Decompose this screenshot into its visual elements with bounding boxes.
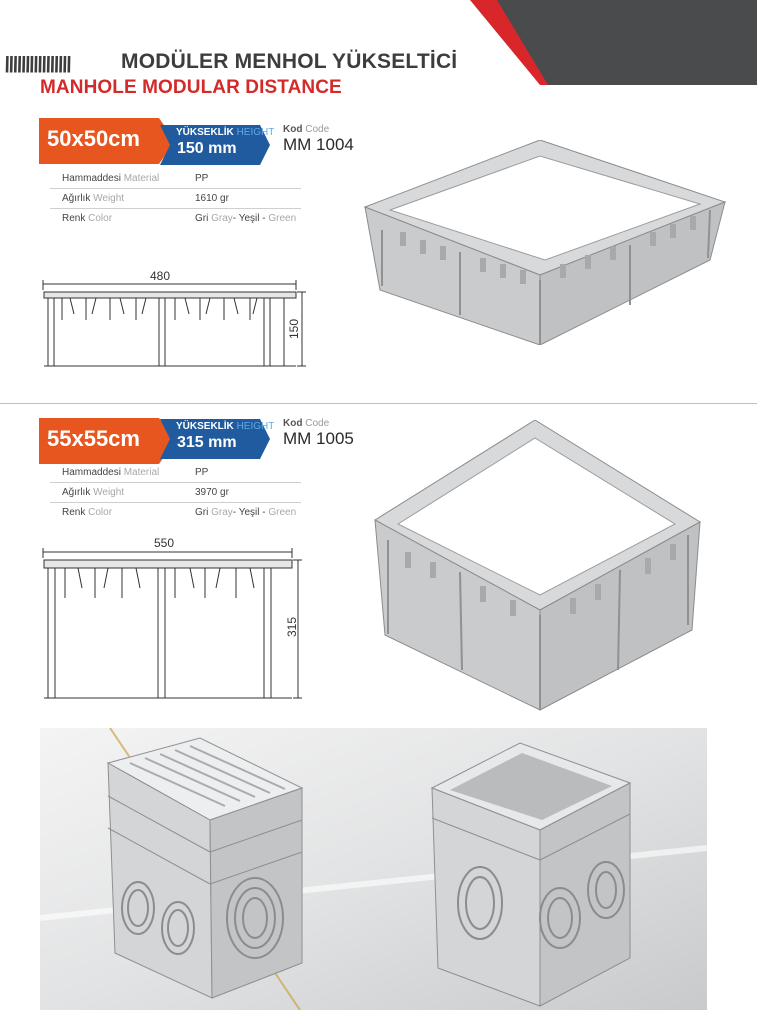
product-code: MM 1004 [283, 135, 354, 154]
product-code: MM 1005 [283, 429, 354, 448]
page-title-tr: MODÜLER MENHOL YÜKSELTİCİ [121, 50, 458, 73]
spec-value: 3970 gr [195, 487, 229, 498]
spec-value: Gri Gray- Yeşil - Green [195, 213, 297, 224]
spec-row-material [50, 463, 301, 483]
product-photo-stacked-manholes [40, 728, 707, 1010]
dimension-height: 150 [287, 318, 302, 340]
page-title-en: MANHOLE MODULAR DISTANCE [40, 77, 342, 98]
spec-value: PP [195, 467, 209, 478]
spec-value: PP [195, 173, 209, 184]
spec-table [50, 463, 301, 522]
spec-row-color [50, 503, 301, 522]
code-label: Kod Code [283, 418, 330, 429]
title-slashes-decoration: \\\\\\\\\\\\\\\\ [1, 52, 73, 77]
technical-drawing-side-view [40, 548, 310, 703]
size-badge-label: 55x55cm [47, 426, 140, 451]
spec-row-material [50, 169, 301, 189]
height-label: YÜKSEKLİK HEIGHT [176, 127, 275, 138]
spec-key: Hammaddesi Material [62, 467, 160, 478]
technical-drawing-side-view [40, 280, 310, 370]
product-render-mm1005 [370, 420, 710, 715]
spec-row-weight [50, 189, 301, 209]
spec-row-color [50, 209, 301, 228]
dimension-width: 550 [154, 536, 175, 550]
spec-key: Hammaddesi Material [62, 173, 160, 184]
spec-row-weight [50, 483, 301, 503]
product-render-mm1004 [360, 140, 740, 345]
code-label: Kod Code [283, 124, 330, 135]
spec-key: Renk Color [62, 507, 113, 518]
spec-key: Ağırlık Weight [62, 193, 125, 204]
spec-key: Renk Color [62, 213, 113, 224]
spec-key: Ağırlık Weight [62, 487, 125, 498]
spec-value: Gri Gray- Yeşil - Green [195, 507, 297, 518]
height-value: 315 mm [177, 434, 237, 451]
spec-value: 1610 gr [195, 193, 229, 204]
section-divider [0, 403, 757, 404]
open-manhole-riser [432, 743, 630, 1006]
stacked-manhole-with-grate [108, 738, 302, 998]
height-value: 150 mm [177, 140, 237, 157]
dimension-height: 315 [285, 616, 300, 638]
dimension-width: 480 [150, 269, 171, 283]
height-label: YÜKSEKLİK HEIGHT [176, 421, 275, 432]
spec-table [50, 169, 301, 228]
size-badge-label: 50x50cm [47, 126, 140, 151]
